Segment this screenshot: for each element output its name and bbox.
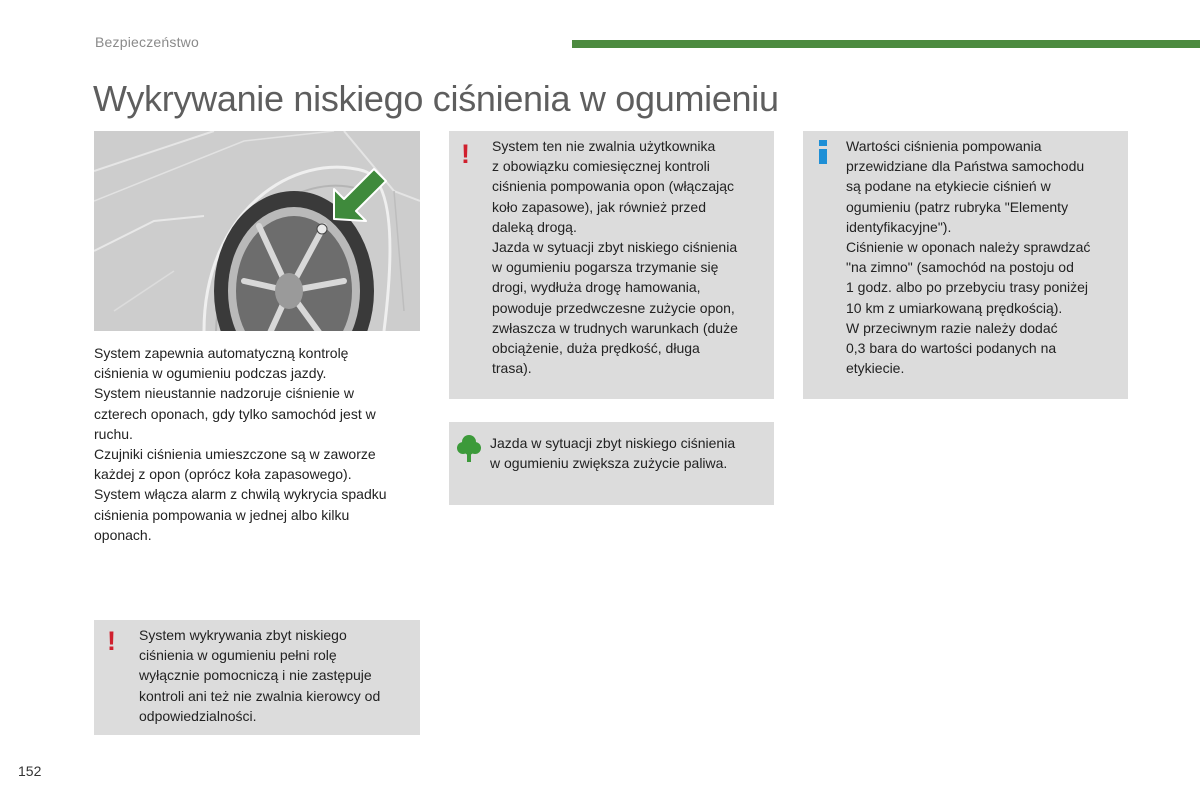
text-line: odpowiedzialności.	[139, 707, 257, 724]
warning-exclamation-icon: !	[107, 626, 116, 656]
green-arrow-icon	[326, 167, 388, 227]
text-line: w ogumieniu zwiększa zużycie paliwa.	[490, 455, 728, 472]
text-line: ruchu.	[94, 425, 133, 442]
intro-text	[94, 343, 424, 545]
text-line: ciśnienia w ogumieniu podczas jazdy.	[94, 365, 327, 382]
text-line: System ten nie zwalnia użytkownika	[492, 138, 716, 154]
text-line: obciążenie, duża prędkość, długa	[492, 340, 700, 357]
text-line: oponach.	[94, 526, 152, 543]
text-line: ciśnienia w ogumieniu pełni rolę	[139, 647, 337, 664]
text-line: z obowiązku comiesięcznej kontroli	[492, 158, 710, 175]
text-line: Ciśnienie w oponach należy sprawdzać	[846, 239, 1091, 256]
text-line: w ogumieniu pogarsza trzymanie się	[492, 259, 719, 276]
page-title: Wykrywanie niskiego ciśnienia w ogumieniu	[93, 78, 779, 119]
text-line: W przeciwnym razie należy dodać	[846, 319, 1058, 336]
text-line: daleką drogą.	[492, 218, 577, 235]
text-line: 1 godz. albo po przebyciu trasy poniżej	[846, 279, 1089, 296]
text-line: System włącza alarm z chwilą wykrycia spadku	[94, 486, 387, 503]
text-line: ciśnienia pompowania opon (włączając	[492, 178, 735, 195]
text-line: kontroli ani też nie zwalnia kierowcy od	[139, 687, 381, 704]
text-line: koło zapasowe), jak również przed	[492, 198, 706, 215]
text-line: 0,3 bara do wartości podanych na	[846, 340, 1057, 357]
info-icon	[818, 140, 828, 164]
text-line: każdej z opon (oprócz koła zapasowego).	[94, 466, 352, 483]
text-line: "na zimno" (samochód na postoju od	[846, 259, 1074, 276]
text-line: System wykrywania zbyt niskiego	[139, 627, 347, 643]
text-line: etykiecie.	[846, 360, 905, 377]
info-text	[846, 136, 1126, 378]
section-label: Bezpieczeństwo	[95, 34, 199, 50]
text-line: przewidziane dla Państwa samochodu	[846, 158, 1085, 175]
text-line: czterech oponach, gdy tylko samochód jest w	[94, 405, 376, 422]
text-line: zwłaszcza w trudnych warunkach (duże	[492, 319, 738, 336]
warning-box-assist	[94, 620, 420, 735]
text-line: trasa).	[492, 360, 532, 377]
warning-exclamation-icon: !	[461, 139, 470, 169]
text-line: ogumieniu (patrz rubryka "Elementy	[846, 198, 1069, 215]
text-line: ciśnienia pompowania w jednej albo kilku	[94, 506, 350, 523]
header-accent-bar	[572, 40, 1200, 48]
text-line: identyfikacyjne").	[846, 218, 952, 235]
text-line: Jazda w sytuacji zbyt niskiego ciśnienia	[492, 239, 738, 256]
eco-tree-icon	[457, 434, 481, 462]
text-line: powoduje przedwczesne zużycie opon,	[492, 299, 735, 316]
page-number: 152	[18, 763, 42, 779]
text-line: Czujniki ciśnienia umieszczone są w zaworze	[94, 446, 376, 463]
warning-text	[139, 625, 419, 726]
warning-box-monthly-check	[449, 131, 774, 399]
text-line: 10 km z umiarkowaną prędkością).	[846, 299, 1063, 316]
warning-text	[492, 136, 772, 378]
text-line: System nieustannie nadzoruje ciśnienie w	[94, 385, 354, 402]
text-line: Jazda w sytuacji zbyt niskiego ciśnienia	[490, 435, 736, 451]
eco-box-fuel	[449, 422, 774, 505]
text-line: Wartości ciśnienia pompowania	[846, 138, 1042, 154]
info-box-pressure-values	[803, 131, 1128, 399]
text-line: wyłącznie pomocniczą i nie zastępuje	[139, 667, 372, 684]
text-line: System zapewnia automatyczną kontrolę	[94, 345, 349, 361]
wheel-illustration	[94, 131, 420, 331]
text-line: są podane na etykiecie ciśnień w	[846, 178, 1051, 195]
text-line: drogi, wydłuża drogę hamowania,	[492, 279, 701, 296]
eco-text	[490, 433, 772, 473]
